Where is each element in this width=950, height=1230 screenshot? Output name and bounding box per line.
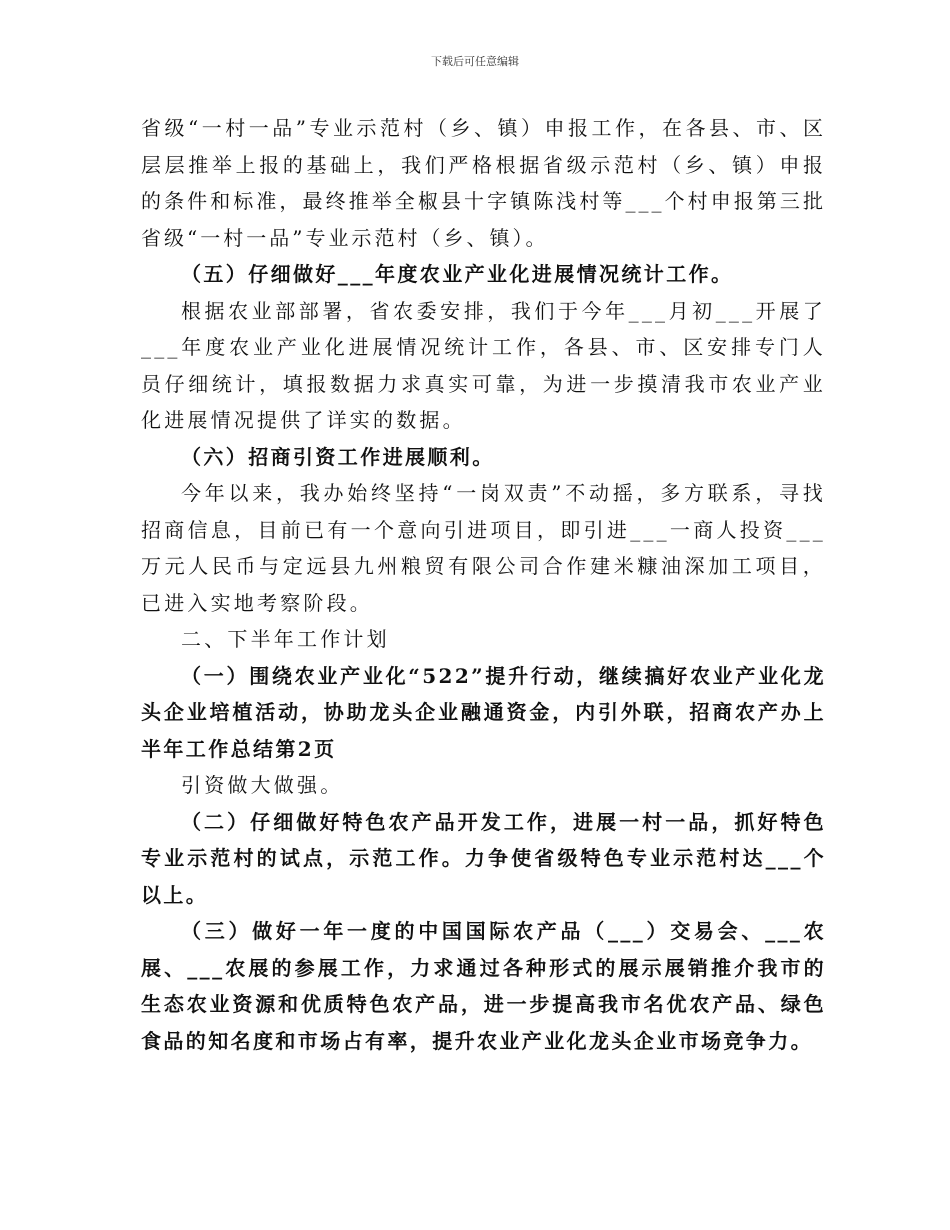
page-header: 下载后可任意编辑	[431, 55, 519, 68]
plan-item-3: （三）做好一年一度的中国国际农产品（___）交易会、___农展、___农展的参展工作，力求通过各种形式的展示展销推介我市的生态农业资源和优质特色农产品，进一步提高我市名优农产品、绿色食品的知名度和市场占有率，提升农业产业化龙头企业市场竞争力。	[141, 919, 826, 1053]
heading-statistics-work: （五）仔细做好___年度农业产业化进展情况统计工作。	[181, 262, 734, 286]
paragraph-investment-work: 今年以来，我办始终坚持“一岗双责”不动摇，多方联系，寻找招商信息，目前已有一个意向引进项目，即引进___一商人投资___万元人民币与定远县九州粮贸有限公司合作建米糠油深加工项目，已进入实地考察阶段。	[141, 481, 826, 615]
document-body	[141, 110, 826, 1059]
plan-item-1-continued: 引资做大做强。	[181, 773, 344, 797]
paragraph-village-application: 省级“一村一品”专业示范村（乡、镇）申报工作，在各县、市、区层层推举上报的基础上，我们严格根据省级示范村（乡、镇）申报的条件和标准，最终推举全椒县十字镇陈浅村等___个村申报第三批省级“一村一品”专业示范村（乡、镇）。	[141, 116, 826, 250]
heading-investment-work: （六）招商引资工作进展顺利。	[181, 444, 495, 469]
heading-second-half-plan: 二、下半年工作计划	[181, 627, 390, 651]
plan-item-2: （二）仔细做好特色农产品开发工作，进展一村一品，抓好特色专业示范村的试点，示范工作。力争使省级特色专业示范村达___个以上。	[141, 809, 826, 907]
paragraph-statistics-work: 根据农业部部署，省农委安排，我们于今年___月初___开展了___年度农业产业化进展情况统计工作，各县、市、区安排专门人员仔细统计，填报数据力求真实可靠，为进一步摸清我市农业产业化进展情况提供了详实的数据。	[141, 298, 826, 432]
plan-item-1: （一）围绕农业产业化“522”提升行动，继续搞好农业产业化龙头企业培植活动，协助龙头企业融通资金，内引外联，招商农产办上半年工作总结第2页	[141, 663, 826, 761]
